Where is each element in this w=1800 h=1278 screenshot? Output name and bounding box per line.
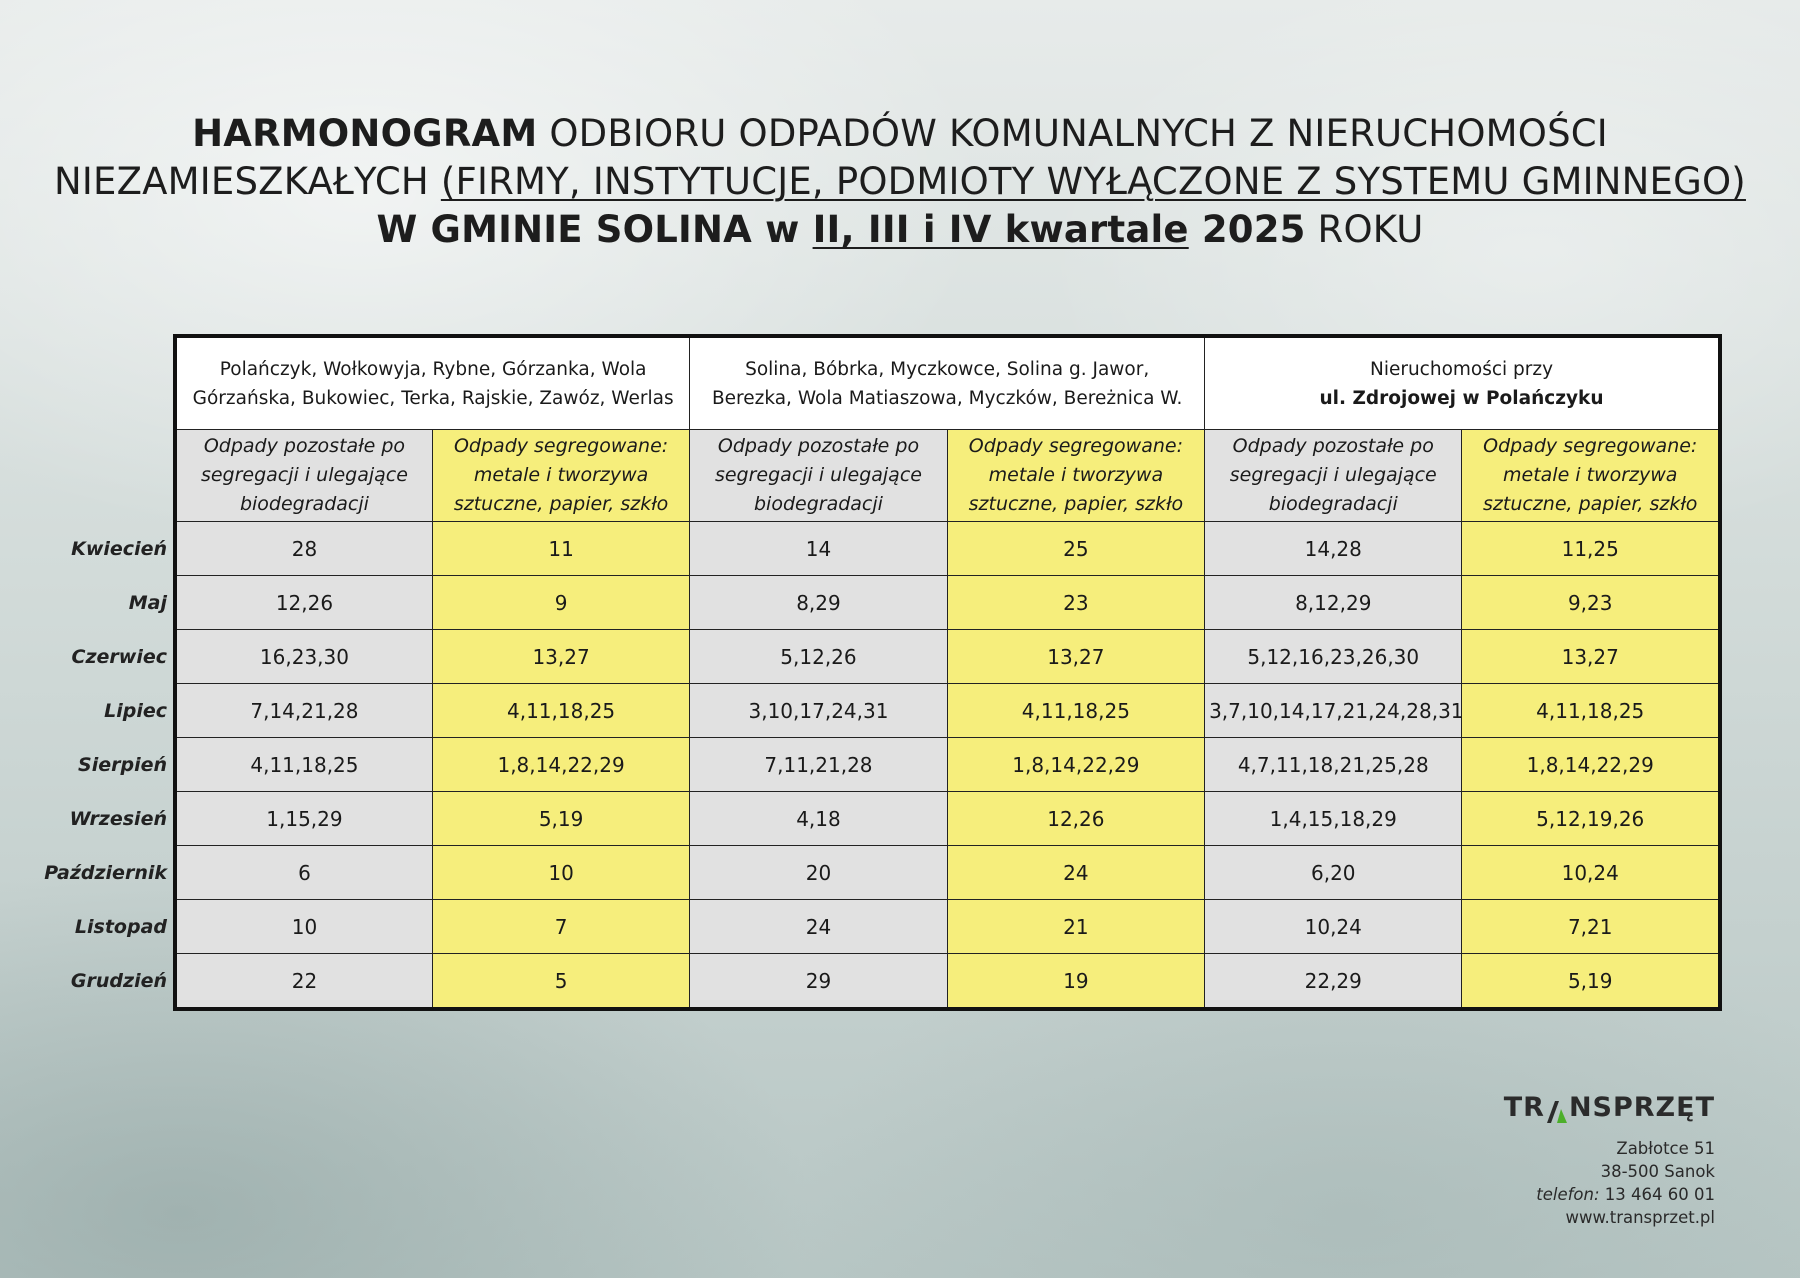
table-row bbox=[175, 954, 1720, 1010]
segregated-dates-cell: 21 bbox=[947, 900, 1204, 954]
waste-type-text: Odpady segregowane: bbox=[1483, 435, 1698, 457]
segregated-dates-cell: 5 bbox=[432, 954, 689, 1010]
area-header-group-3 bbox=[1205, 336, 1720, 430]
waste-type-text: segregacji i ulegające bbox=[714, 464, 922, 486]
residual-dates-cell: 22 bbox=[175, 954, 432, 1010]
residual-dates-cell: 1,4,15,18,29 bbox=[1205, 792, 1462, 846]
waste-type-text: biodegradacji bbox=[754, 493, 883, 515]
waste-type-text: segregacji i ulegające bbox=[1229, 464, 1437, 486]
waste-type-text: segregacji i ulegające bbox=[200, 464, 408, 486]
area-1-line-2: Górzańska, Bukowiec, Terka, Rajskie, Zawóz, Werlas bbox=[192, 387, 674, 409]
segregated-dates-cell: 10 bbox=[432, 846, 689, 900]
residual-dates-cell: 28 bbox=[175, 522, 432, 576]
waste-type-text: Odpady pozostałe po bbox=[1232, 435, 1434, 457]
area-header-row bbox=[175, 336, 1720, 430]
month-label: Październik bbox=[44, 861, 167, 884]
transprzet-logo bbox=[1504, 1092, 1715, 1123]
residual-dates-cell: 14 bbox=[690, 522, 947, 576]
table-row bbox=[175, 684, 1720, 738]
segregated-dates-cell: 11 bbox=[432, 522, 689, 576]
title-roku: ROKU bbox=[1305, 208, 1424, 251]
table-row bbox=[175, 522, 1720, 576]
waste-type-text: sztuczne, papier, szkło bbox=[1483, 493, 1698, 515]
residual-dates-cell: 4,18 bbox=[690, 792, 947, 846]
segregated-dates-cell: 5,12,19,26 bbox=[1462, 792, 1720, 846]
residual-dates-cell: 7,14,21,28 bbox=[175, 684, 432, 738]
segregated-dates-cell: 11,25 bbox=[1462, 522, 1720, 576]
segregated-dates-cell: 7 bbox=[432, 900, 689, 954]
company-phone bbox=[1415, 1183, 1715, 1206]
residual-dates-cell: 7,11,21,28 bbox=[690, 738, 947, 792]
residual-dates-cell: 3,7,10,14,17,21,24,28,31 bbox=[1205, 684, 1462, 738]
month-label: Czerwiec bbox=[71, 645, 167, 668]
month-label: Grudzień bbox=[70, 969, 167, 992]
title-quarters: II, III i IV kwartale bbox=[812, 208, 1189, 251]
waste-type-header-segregated bbox=[947, 430, 1204, 522]
logo-text-end: NSPRZĘT bbox=[1568, 1092, 1715, 1123]
logo-a-mark-icon bbox=[1546, 1099, 1568, 1123]
segregated-dates-cell: 19 bbox=[947, 954, 1204, 1010]
segregated-dates-cell: 10,24 bbox=[1462, 846, 1720, 900]
residual-dates-cell: 10 bbox=[175, 900, 432, 954]
company-website[interactable]: www.transprzet.pl bbox=[1565, 1208, 1715, 1227]
company-address bbox=[1415, 1137, 1715, 1229]
title-space bbox=[1189, 208, 1202, 251]
residual-dates-cell: 4,7,11,18,21,25,28 bbox=[1205, 738, 1462, 792]
waste-type-header-residual bbox=[1205, 430, 1462, 522]
area-1-line-1: Polańczyk, Wołkowyja, Rybne, Górzanka, Wola bbox=[219, 358, 647, 380]
segregated-dates-cell: 7,21 bbox=[1462, 900, 1720, 954]
title-line-3 bbox=[0, 206, 1800, 254]
title-year: 2025 bbox=[1201, 208, 1306, 251]
table-row bbox=[175, 792, 1720, 846]
waste-type-header-segregated bbox=[432, 430, 689, 522]
table-row bbox=[175, 900, 1720, 954]
phone-label: telefon: bbox=[1536, 1185, 1600, 1204]
residual-dates-cell: 12,26 bbox=[175, 576, 432, 630]
segregated-dates-cell: 13,27 bbox=[1462, 630, 1720, 684]
page-title bbox=[0, 110, 1800, 254]
residual-dates-cell: 22,29 bbox=[1205, 954, 1462, 1010]
title-scope-note: (FIRMY, INSTYTUCJE, PODMIOTY WYŁĄCZONE Z SYSTEMU GMINNEGO) bbox=[440, 160, 1746, 203]
table-row bbox=[175, 630, 1720, 684]
month-label: Listopad bbox=[74, 915, 167, 938]
waste-type-header-residual bbox=[690, 430, 947, 522]
title-line-3-text: W GMINIE SOLINA w bbox=[376, 208, 813, 251]
segregated-dates-cell: 5,19 bbox=[432, 792, 689, 846]
waste-type-text: Odpady segregowane: bbox=[968, 435, 1183, 457]
residual-dates-cell: 6 bbox=[175, 846, 432, 900]
month-label: Sierpień bbox=[78, 753, 167, 776]
residual-dates-cell: 8,29 bbox=[690, 576, 947, 630]
waste-type-text: sztuczne, papier, szkło bbox=[453, 493, 669, 515]
waste-type-text: sztuczne, papier, szkło bbox=[968, 493, 1184, 515]
segregated-dates-cell: 24 bbox=[947, 846, 1204, 900]
title-line-1 bbox=[0, 110, 1800, 158]
waste-type-header-residual bbox=[175, 430, 432, 522]
waste-type-text: metale i tworzywa bbox=[1503, 464, 1678, 486]
residual-dates-cell: 10,24 bbox=[1205, 900, 1462, 954]
title-line-2-text: NIEZAMIESZKAŁYCH bbox=[54, 160, 441, 203]
segregated-dates-cell: 23 bbox=[947, 576, 1204, 630]
segregated-dates-cell: 9,23 bbox=[1462, 576, 1720, 630]
segregated-dates-cell: 4,11,18,25 bbox=[1462, 684, 1720, 738]
month-label: Wrzesień bbox=[69, 807, 167, 830]
segregated-dates-cell: 1,8,14,22,29 bbox=[1462, 738, 1720, 792]
area-3-line-2: ul. Zdrojowej w Polańczyku bbox=[1319, 387, 1604, 409]
residual-dates-cell: 16,23,30 bbox=[175, 630, 432, 684]
waste-type-text: biodegradacji bbox=[239, 493, 369, 515]
segregated-dates-cell: 13,27 bbox=[947, 630, 1204, 684]
segregated-dates-cell: 25 bbox=[947, 522, 1204, 576]
waste-type-text: metale i tworzywa bbox=[988, 464, 1164, 486]
waste-type-text: Odpady pozostałe po bbox=[203, 435, 406, 457]
residual-dates-cell: 20 bbox=[690, 846, 947, 900]
area-header-group-1 bbox=[175, 336, 690, 430]
segregated-dates-cell: 4,11,18,25 bbox=[432, 684, 689, 738]
table-row bbox=[175, 738, 1720, 792]
month-label: Lipiec bbox=[104, 699, 167, 722]
area-3-line-1: Nieruchomości przy bbox=[1369, 358, 1554, 380]
segregated-dates-cell: 12,26 bbox=[947, 792, 1204, 846]
segregated-dates-cell: 4,11,18,25 bbox=[947, 684, 1204, 738]
title-harmonogram: HARMONOGRAM bbox=[192, 112, 538, 155]
residual-dates-cell: 8,12,29 bbox=[1205, 576, 1462, 630]
segregated-dates-cell: 9 bbox=[432, 576, 689, 630]
residual-dates-cell: 29 bbox=[690, 954, 947, 1010]
table-row bbox=[175, 576, 1720, 630]
company-city: 38-500 Sanok bbox=[1600, 1162, 1715, 1181]
residual-dates-cell: 4,11,18,25 bbox=[175, 738, 432, 792]
residual-dates-cell: 5,12,26 bbox=[690, 630, 947, 684]
waste-type-text: Odpady pozostałe po bbox=[717, 435, 920, 457]
waste-type-text: Odpady segregowane: bbox=[453, 435, 669, 457]
residual-dates-cell: 5,12,16,23,26,30 bbox=[1205, 630, 1462, 684]
month-label: Maj bbox=[128, 591, 167, 614]
area-header-group-2 bbox=[690, 336, 1205, 430]
residual-dates-cell: 14,28 bbox=[1205, 522, 1462, 576]
residual-dates-cell: 3,10,17,24,31 bbox=[690, 684, 947, 738]
segregated-dates-cell: 1,8,14,22,29 bbox=[947, 738, 1204, 792]
residual-dates-cell: 1,15,29 bbox=[175, 792, 432, 846]
month-labels bbox=[20, 522, 167, 1010]
area-2-line-1: Solina, Bóbrka, Myczkowce, Solina g. Jawor, bbox=[745, 358, 1150, 380]
segregated-dates-cell: 1,8,14,22,29 bbox=[432, 738, 689, 792]
schedule-table bbox=[173, 334, 1722, 1011]
company-street: Zabłotce 51 bbox=[1616, 1139, 1715, 1158]
phone-number: 13 464 60 01 bbox=[1599, 1185, 1715, 1204]
segregated-dates-cell: 13,27 bbox=[432, 630, 689, 684]
waste-type-header-row bbox=[175, 430, 1720, 522]
waste-type-header-segregated bbox=[1462, 430, 1720, 522]
area-2-line-2: Berezka, Wola Matiaszowa, Myczków, Bereżnica W. bbox=[711, 387, 1183, 409]
residual-dates-cell: 6,20 bbox=[1205, 846, 1462, 900]
title-line-1-text: ODBIORU ODPADÓW KOMUNALNYCH Z NIERUCHOMOŚCI bbox=[537, 112, 1608, 155]
table-row bbox=[175, 846, 1720, 900]
title-line-2 bbox=[0, 158, 1800, 206]
segregated-dates-cell: 5,19 bbox=[1462, 954, 1720, 1010]
month-label: Kwiecień bbox=[71, 537, 167, 560]
company-info bbox=[1415, 1092, 1715, 1229]
waste-type-text: biodegradacji bbox=[1268, 493, 1398, 515]
waste-type-text: metale i tworzywa bbox=[473, 464, 649, 486]
residual-dates-cell: 24 bbox=[690, 900, 947, 954]
logo-text-start: TR bbox=[1503, 1092, 1545, 1123]
